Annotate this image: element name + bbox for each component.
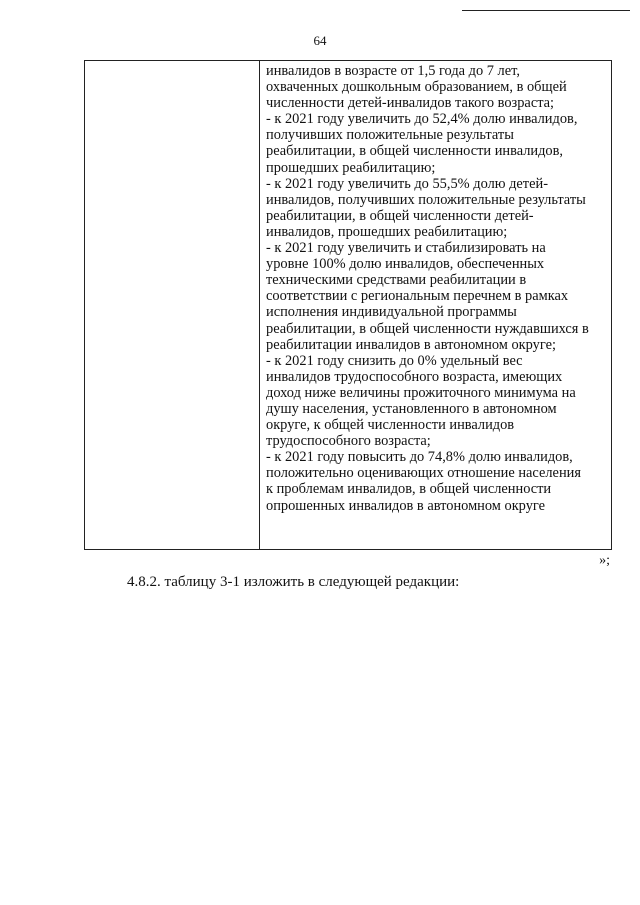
text-line: округе, к общей численности инвалидов bbox=[266, 417, 515, 434]
text-line: инвалидов, прошедших реабилитацию; bbox=[266, 223, 508, 240]
text-line: техническими средствами реабилитации в bbox=[266, 272, 527, 289]
text-line: реабилитации, в общей численности нуждавшихся в bbox=[266, 320, 589, 337]
text-line: охваченных дошкольным образованием, в общей bbox=[266, 79, 567, 96]
text-line: опрошенных инвалидов в автономном округе bbox=[266, 497, 545, 514]
text-line: положительно оценивающих отношение населения bbox=[266, 465, 581, 482]
text-line: - к 2021 году повысить до 74,8% долю инвалидов, bbox=[266, 449, 573, 466]
text-line: доход ниже величины прожиточного минимума на bbox=[266, 384, 576, 401]
text-line: соответствии с региональным перечнем в рамках bbox=[266, 288, 569, 305]
text-line: инвалидов, получивших положительные результаты bbox=[266, 191, 586, 208]
text-line: прошедших реабилитацию; bbox=[266, 159, 436, 176]
text-line: - к 2021 году увеличить до 52,4% долю инвалидов, bbox=[266, 111, 578, 128]
text-line: - к 2021 году снизить до 0% удельный вес bbox=[266, 352, 523, 369]
text-line: - к 2021 году увеличить и стабилизировать на bbox=[266, 240, 546, 257]
text-line: к проблемам инвалидов, в общей численности bbox=[266, 481, 552, 498]
text-line: - к 2021 году увеличить до 55,5% долю детей- bbox=[266, 175, 548, 192]
amendment-instruction: 4.8.2. таблицу 3-1 изложить в следующей редакции: bbox=[127, 574, 460, 590]
text-line: реабилитации инвалидов в автономном округе; bbox=[266, 336, 556, 353]
header-rule bbox=[462, 10, 630, 11]
text-line: исполнения индивидуальной программы bbox=[266, 304, 517, 321]
text-line: реабилитации, в общей численности инвалидов, bbox=[266, 143, 564, 160]
continued-table bbox=[84, 60, 612, 550]
table-left-cell bbox=[85, 61, 260, 549]
table-right-cell bbox=[260, 61, 611, 549]
text-line: численности детей-инвалидов такого возраста; bbox=[266, 95, 555, 112]
text-line: реабилитации, в общей численности детей- bbox=[266, 207, 534, 224]
text-line: получивших положительные результаты bbox=[266, 127, 514, 144]
closing-quote: »; bbox=[599, 553, 610, 568]
page-number: 64 bbox=[313, 33, 327, 48]
text-line: инвалидов в возрасте от 1,5 года до 7 лет, bbox=[266, 63, 520, 79]
text-line: уровне 100% долю инвалидов, обеспеченных bbox=[266, 256, 545, 273]
text-line: душу населения, установленного в автономном bbox=[266, 400, 557, 417]
text-line: инвалидов трудоспособного возраста, имеющих bbox=[266, 368, 563, 385]
text-line: трудоспособного возраста; bbox=[266, 433, 431, 450]
